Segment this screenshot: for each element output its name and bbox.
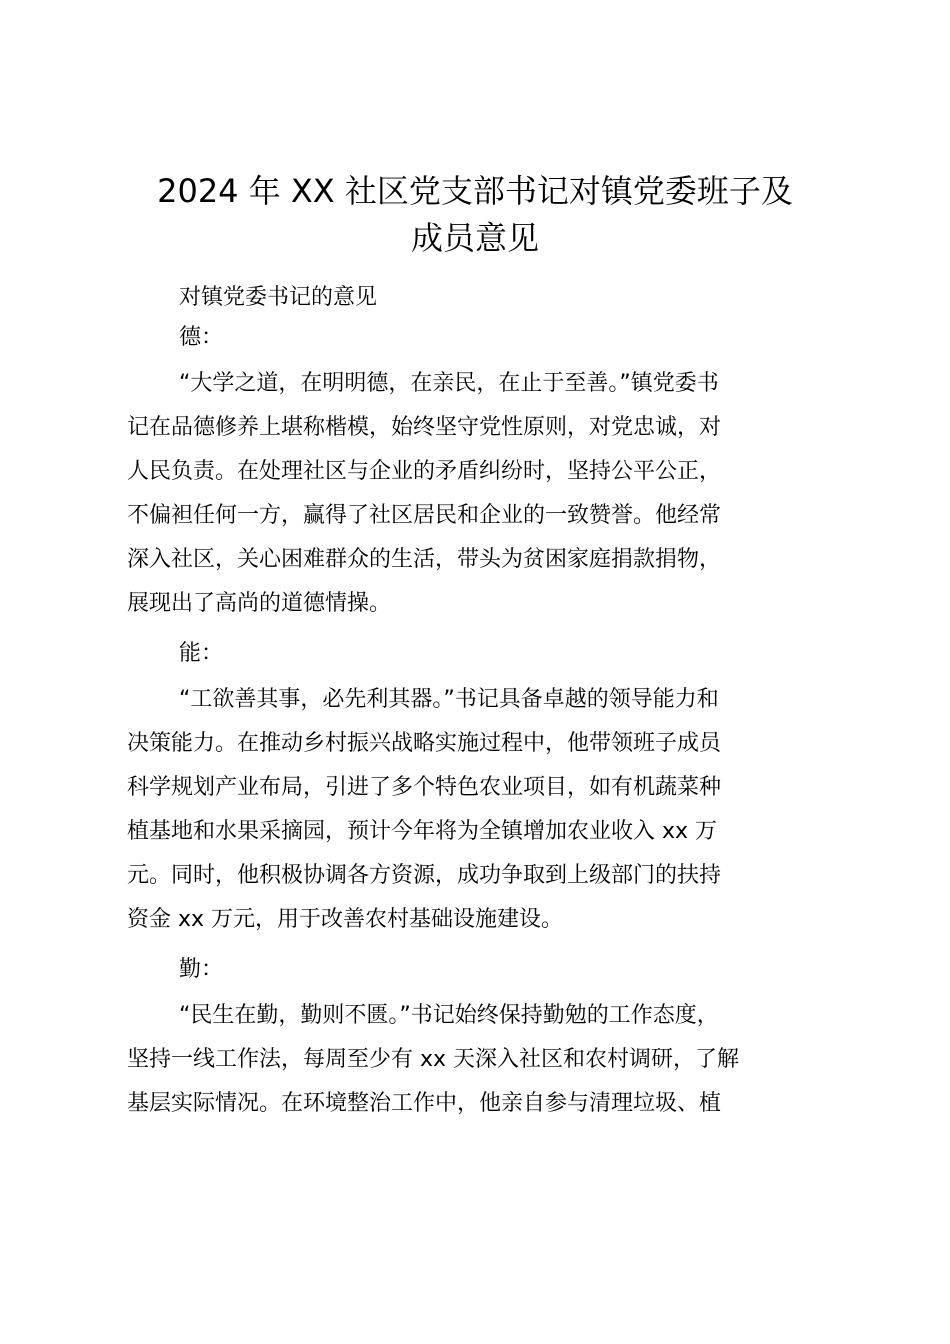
paragraph-line: 资金 xx 万元，用于改善农村基础设施建设。: [127, 907, 564, 932]
paragraph-line: 不偏袒任何一方，赢得了社区居民和企业的一致赞誉。他经常: [127, 503, 722, 528]
section-label-de: 德：: [179, 325, 224, 350]
paragraph-line: 坚持一线工作法，每周至少有 xx 天深入社区和农村调研，了解: [127, 1047, 740, 1072]
paragraph-line: 人民负责。在处理社区与企业的矛盾纠纷时，坚持公平公正，: [127, 459, 722, 484]
document-body: [127, 278, 833, 1126]
section-qin-paragraph: [127, 994, 833, 1126]
paragraph-line: “工欲善其事，必先利其器。”书记具备卓越的领导能力和: [179, 687, 719, 712]
paragraph-line: 基层实际情况。在环境整治工作中，他亲自参与清理垃圾、植: [127, 1091, 722, 1116]
paragraph-line: 展现出了高尚的道德情操。: [127, 591, 392, 616]
paragraph-line: 决策能力。在推动乡村振兴战略实施过程中，他带领班子成员: [127, 731, 722, 756]
paragraph-line: “民生在勤，勤则不匮。”书记始终保持勤勉的工作态度，: [179, 1003, 719, 1028]
section-de-paragraph: [127, 362, 833, 626]
title-line-1: 2024 年 XX 社区党支部书记对镇党委班子及: [157, 172, 793, 210]
paragraph-line: 植基地和水果采摘园，预计今年将为全镇增加农业收入 xx 万: [127, 819, 718, 844]
paragraph-line: 深入社区，关心困难群众的生活，带头为贫困家庭捐款捐物，: [127, 547, 722, 572]
section-label-qin: 勤：: [179, 957, 224, 982]
paragraph-line: 记在品德修养上堪称楷模，始终坚守党性原则，对党忠诚，对: [127, 415, 722, 440]
title-line-2: 成员意见: [410, 219, 539, 257]
section-neng-paragraph: [127, 678, 833, 942]
subheading: 对镇党委书记的意见: [179, 285, 378, 310]
paragraph-line: “大学之道，在明明德，在亲民，在止于至善。”镇党委书: [179, 371, 719, 396]
paragraph-line: 科学规划产业布局，引进了多个特色农业项目，如有机蔬菜种: [127, 775, 722, 800]
paragraph-line: 元。同时，他积极协调各方资源，成功争取到上级部门的扶持: [127, 863, 722, 888]
document-title: [118, 168, 832, 262]
section-label-neng: 能：: [179, 641, 224, 666]
